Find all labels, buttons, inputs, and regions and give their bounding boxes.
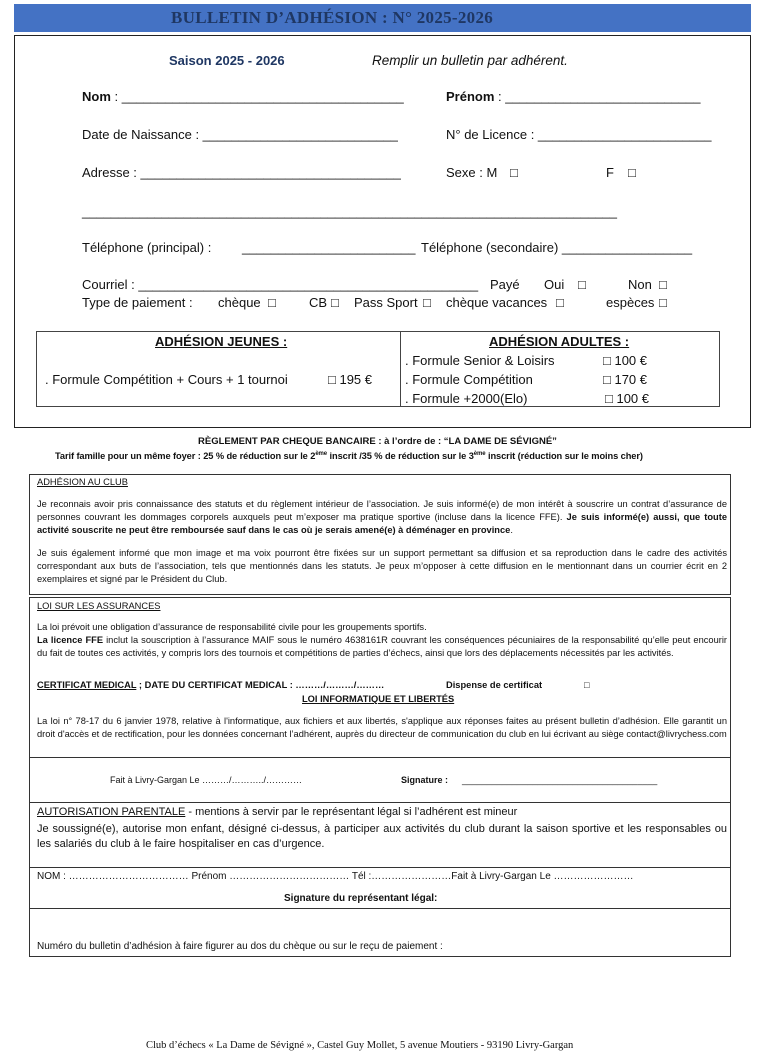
tarif-famille-line [55, 451, 643, 461]
cb-label: CB [309, 295, 328, 310]
assurances-paragraph-2 [37, 634, 727, 660]
tel-secondaire-field[interactable]: Téléphone (secondaire) __________________ [421, 240, 693, 255]
certificat-date-field: ; DATE DU CERTIFICAT MEDICAL : ………/………/……… [136, 680, 385, 690]
dispense-label: Dispense de certificat [446, 680, 543, 690]
fait-a-field[interactable]: Fait à Livry-Gargan Le ………/………../………… [110, 775, 303, 785]
nom-label: Nom [82, 89, 111, 104]
signature-label: Signature : [401, 775, 449, 785]
nom-line: : _______________________________________ [110, 89, 404, 104]
adultes-item-label: . Formule Compétition [405, 372, 533, 387]
oui-checkbox[interactable]: □ [578, 277, 586, 292]
oui-label: Oui [544, 277, 565, 292]
paragraph-bold-text: Je suis informé(e) aussi, que toute activité souscrite ne peut être remboursée sauf dans le cas où je serais amené(e) à déménager en province [37, 512, 727, 535]
paragraph-text: inclut la souscription à l’assurance MAIF sous le numéro 4638161R couvrant les conséquences pécuniaires de la responsabilité qu’elle peut encourir du fait de toutes ces activités, y compris lors des tournois et compétitions de parties d’échecs, ainsi que lors des déplacements nécessités par les activités. [37, 635, 727, 658]
adresse-line-2[interactable]: __________________________________________________________________________ [82, 204, 618, 219]
certificat-label: CERTIFICAT MEDICAL [37, 680, 137, 690]
numero-bulletin-line: Numéro du bulletin d’adhésion à faire figurer au dos du chèque ou sur le reçu de paiement : [37, 941, 443, 952]
superscript: ème [473, 451, 486, 457]
representant-line[interactable]: NOM : ……………………………… Prénom ……………………………… Tél :……………………Fait à Livry-Gargan Le …………………… [37, 871, 634, 882]
cheque-vacances-label: chèque vacances [446, 295, 548, 310]
tel-principal-label: Téléphone (principal) : [82, 240, 212, 255]
cheque-checkbox[interactable]: □ [268, 295, 276, 310]
adultes-item-price[interactable]: □ 100 € [603, 353, 647, 368]
naissance-field[interactable]: Date de Naissance : ___________________________ [82, 127, 398, 142]
page-title: BULLETIN D’ADHÉSION : N° 2025-2026 [171, 8, 494, 27]
footer-address: Club d’échecs « La Dame de Sévigné », Castel Guy Mollet, 5 avenue Moutiers - 93190 Livry-Gargan [146, 1040, 574, 1051]
form-instruction: Remplir un bulletin par adhérent. [372, 53, 568, 68]
jeunes-title: ADHÉSION JEUNES : [155, 334, 288, 349]
paiement-label: Type de paiement : [82, 295, 193, 310]
sexe-f-label: F [606, 165, 614, 180]
prenom-field[interactable] [446, 89, 700, 104]
adultes-item-label: . Formule +2000(Elo) [405, 391, 528, 406]
dispense-checkbox[interactable]: □ [584, 680, 590, 690]
superscript: ème [315, 451, 328, 457]
divider [29, 908, 731, 909]
tarif-famille-text: Tarif famille pour un même foyer : 25 % de réduction sur le 2 [55, 451, 316, 462]
informatique-title: LOI INFORMATIQUE ET LIBERTÉS [302, 694, 455, 704]
prenom-label: Prénom [446, 89, 495, 104]
season-label: Saison 2025 - 2026 [169, 53, 285, 68]
certificat-line[interactable] [37, 680, 384, 690]
parentale-title: AUTORISATION PARENTALE [37, 806, 186, 818]
signature-field[interactable]: _______________________________________ [462, 775, 658, 785]
licence-ffe-label: La licence FFE [37, 635, 104, 645]
divider [29, 867, 731, 868]
tarif-famille-text: inscrit /35 % de réduction sur le 3 [327, 451, 474, 462]
pass-sport-label: Pass Sport [354, 295, 418, 310]
adultes-item-price[interactable]: □ 170 € [603, 372, 647, 387]
non-checkbox[interactable]: □ [659, 277, 667, 292]
especes-label: espèces [606, 295, 655, 310]
licence-field[interactable]: N° de Licence : ________________________ [446, 127, 712, 142]
adhesion-club-title: ADHÉSION AU CLUB [37, 477, 128, 487]
parentale-subtitle: - mentions à servir par le représentant légal si l’adhérent est mineur [185, 806, 518, 818]
adultes-item-label: . Formule Senior & Loisirs [405, 353, 555, 368]
assurances-paragraph-1: La loi prévoit une obligation d’assurance de responsabilité civile pour les groupements sportifs. [37, 622, 427, 632]
cb-checkbox[interactable]: □ [331, 295, 339, 310]
tarifs-divider [400, 331, 401, 407]
prenom-line: : ___________________________ [494, 89, 701, 104]
paye-label: Payé [490, 277, 520, 292]
sexe-label: Sexe : M [446, 165, 498, 180]
adhesion-club-paragraph-1 [37, 498, 727, 537]
parentale-paragraph: Je soussigné(e), autorise mon enfant, désigné ci-dessus, à participer aux activités du club durant la saison sportive et les responsables ou les salariés du club à le faire hospitaliser en cas d’urgence. [37, 823, 727, 850]
pass-sport-checkbox[interactable]: □ [423, 295, 431, 310]
sexe-m-checkbox[interactable]: □ [510, 165, 518, 180]
informatique-paragraph: La loi n° 78-17 du 6 janvier 1978, relative à l'informatique, aux fichiers et aux libertés, s'applique aux réponses faites au présent bulletin d’adhésion. Elle garantit un droit d'accès et de rectification, pour les données concernant l’adhérent, auprès du directeur de communication du club en lui écrivant au siège contact@livrychess.com [37, 716, 727, 739]
jeunes-price-checkbox[interactable]: □ 195 € [328, 372, 372, 387]
assurances-title: LOI SUR LES ASSURANCES [37, 601, 161, 611]
nom-field[interactable] [82, 89, 404, 104]
jeunes-item: . Formule Compétition + Cours + 1 tournoi [45, 372, 288, 387]
adresse-field[interactable]: Adresse : ____________________________________ [82, 165, 401, 180]
sexe-f-checkbox[interactable]: □ [628, 165, 636, 180]
cheque-label: chèque [218, 295, 261, 310]
tarif-famille-text: inscrit (réduction sur le moins cher) [485, 451, 643, 462]
especes-checkbox[interactable]: □ [659, 295, 667, 310]
title-banner [14, 4, 751, 32]
adhesion-club-paragraph-2: Je suis également informé que mon image et ma voix pourront être fixées sur un support permettant sa diffusion et sa reproduction dans le cadre des activités correspondant aux buts de l’association, tels que mentionnés dans les statuts. Je peux m’opposer à cette diffusion en le mentionnant dans un courrier écrit en 2 exemplaires et signé par le Président du Club. [37, 548, 727, 584]
non-label: Non [628, 277, 652, 292]
parentale-heading [37, 806, 517, 818]
paragraph-text: Je reconnais avoir pris connaissance des statuts et du règlement intérieur de l’association. Je suis informé(e) de mon intérêt à souscrire un contrat d’assurance de personnes couvrant les dommages corporels auxquels peut m’exposer ma pratique sportive (incluse dans la licence FFE). [37, 499, 727, 522]
adultes-item-price[interactable]: □ 100 € [605, 391, 649, 406]
adultes-title: ADHÉSION ADULTES : [489, 334, 630, 349]
signature-representant-label: Signature du représentant légal: [284, 893, 438, 904]
reglement-line: RÈGLEMENT PAR CHEQUE BANCAIRE : à l’ordre de : “LA DAME DE SÉVIGNÉ” [198, 436, 557, 447]
paragraph-text: . [510, 525, 513, 535]
courriel-field[interactable]: Courriel : _______________________________________________ [82, 277, 479, 292]
cheque-vacances-checkbox[interactable]: □ [556, 295, 564, 310]
tel-principal-field[interactable]: ________________________ [242, 240, 416, 255]
